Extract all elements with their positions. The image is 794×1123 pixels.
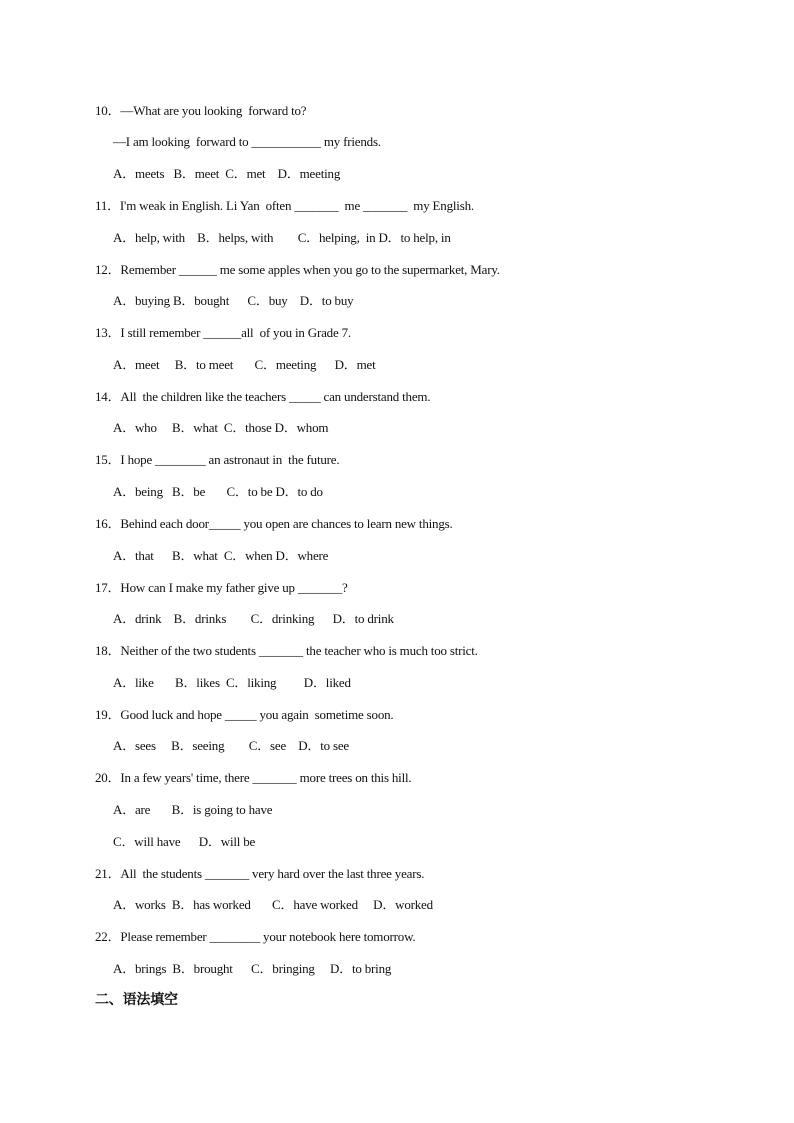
question-22-options: A．brings B．brought C．bringing D．to bring bbox=[113, 961, 392, 976]
question-17-options: A．drink B．drinks C．drinking D．to drink bbox=[113, 611, 394, 626]
question-16-stem: 16．Behind each door_____ you open are chances to learn new things. bbox=[95, 516, 453, 531]
question-20-options: A．are B．is going to have bbox=[113, 802, 273, 817]
question-13-stem: 13．I still remember ______all of you in Grade 7. bbox=[95, 325, 351, 340]
question-15-options: A．being B．be C．to be D．to do bbox=[113, 484, 323, 499]
question-10-options: A．meets B．meet C．met D．meeting bbox=[113, 166, 341, 181]
question-12-options: A．buying B．bought C．buy D．to buy bbox=[113, 293, 354, 308]
question-21-options: A．works B．has worked C．have worked D．worked bbox=[113, 897, 433, 912]
question-13-options: A．meet B．to meet C．meeting D．met bbox=[113, 357, 376, 372]
question-14-options: A．who B．what C．those D．whom bbox=[113, 420, 329, 435]
question-18-stem: 18．Neither of the two students _______ the teacher who is much too strict. bbox=[95, 643, 478, 658]
question-22-stem: 22．Please remember ________ your notebook here tomorrow. bbox=[95, 929, 416, 944]
question-14-stem: 14．All the children like the teachers _____ can understand them. bbox=[95, 389, 431, 404]
question-15-stem: 15．I hope ________ an astronaut in the future. bbox=[95, 452, 340, 467]
question-17-stem: 17．How can I make my father give up _______? bbox=[95, 580, 348, 595]
question-12-stem: 12．Remember ______ me some apples when you go to the supermarket, Mary. bbox=[95, 262, 500, 277]
question-19-stem: 19．Good luck and hope _____ you again sometime soon. bbox=[95, 707, 394, 722]
question-11-stem: 11．I'm weak in English. Li Yan often _______ me _______ my English. bbox=[95, 198, 474, 213]
question-10-stem: 10．—What are you looking forward to? bbox=[95, 103, 307, 118]
section-heading: 二、语法填空 bbox=[95, 992, 178, 1008]
question-21-stem: 21．All the students _______ very hard over the last three years. bbox=[95, 866, 425, 881]
question-18-options: A．like B．likes C．liking D．liked bbox=[113, 675, 351, 690]
question-20-stem: 20．In a few years' time, there _______ more trees on this hill. bbox=[95, 770, 412, 785]
question-20-options-2: C．will have D．will be bbox=[113, 834, 256, 849]
question-10-stem-2: —I am looking forward to ___________ my friends. bbox=[113, 134, 381, 149]
question-11-options: A．help, with B．helps, with C．helping, in D．to help, in bbox=[113, 230, 451, 245]
question-19-options: A．sees B．seeing C．see D．to see bbox=[113, 738, 349, 753]
question-16-options: A．that B．what C．when D．where bbox=[113, 548, 329, 563]
